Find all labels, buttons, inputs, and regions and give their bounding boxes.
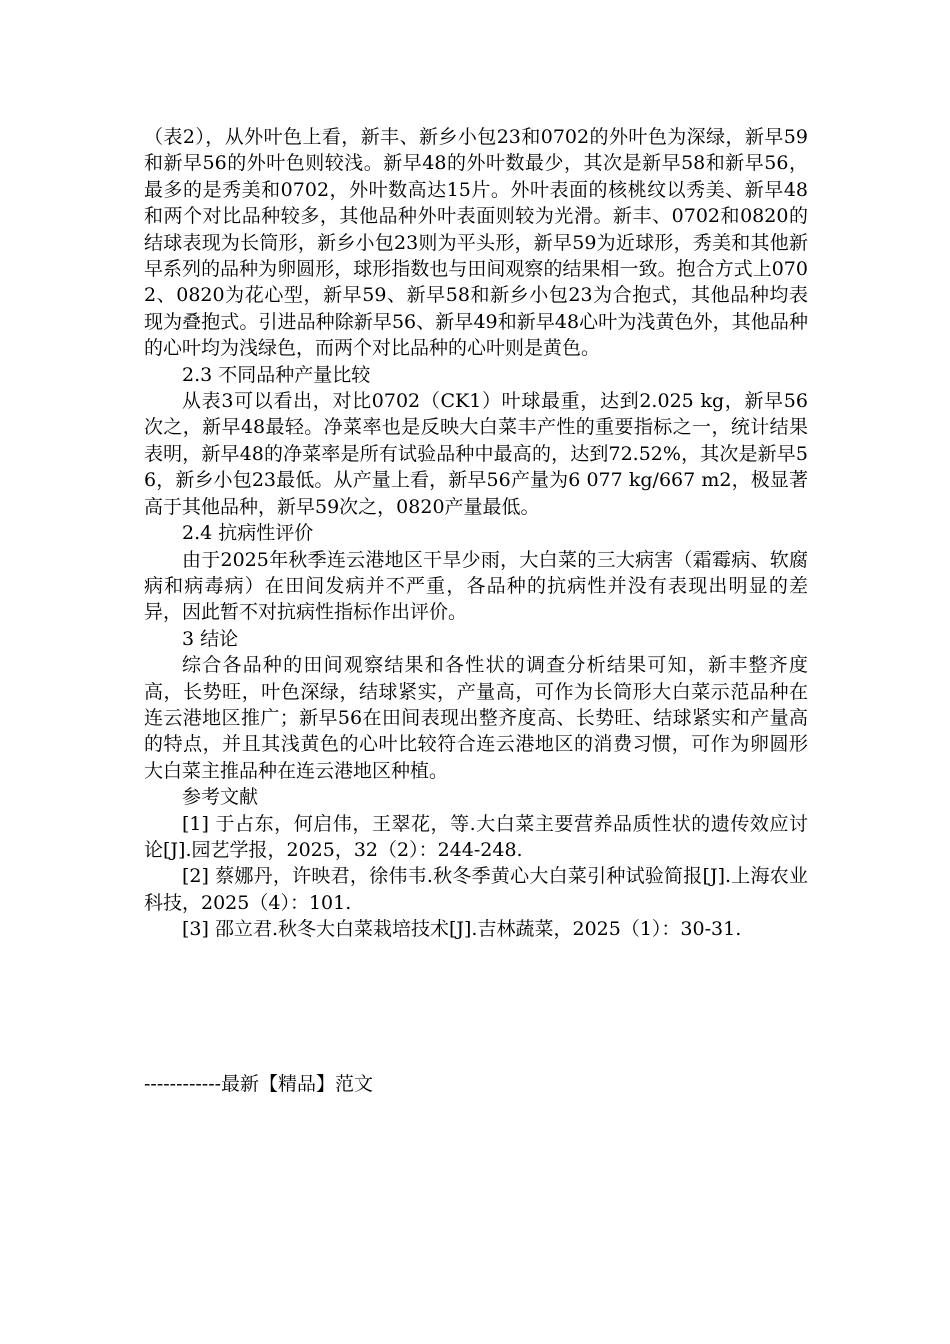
paragraph-yield-comparison: 从表3可以看出，对比0702（CK1）叶球最重，达到2.025 kg，新早56次之，新早48最轻。净菜率也是反映大白菜丰产性的重要指标之一，统计结果表明，新早48的净菜率是所有试验品种中最高的，达到72.52%，其次是新早56，新乡小包23最低。从产量上看，新早56产量为6 077 kg/667 m2，极显著高于其他品种，新早59次之，0820产量最低。 bbox=[144, 390, 808, 518]
paragraph-conclusion: 综合各品种的田间观察结果和各性状的调查分析结果可知，新丰整齐度高，长势旺，叶色深绿，结球紧实，产量高，可作为长筒形大白菜示范品种在连云港地区推广；新早56在田间表现出整齐度高、长势旺、结球紧实和产量高的特点，并且其浅黄色的心叶比较符合连云港地区的消费习惯，可作为卵圆形大白菜主推品种在连云港地区种植。 bbox=[144, 654, 808, 782]
section-heading-3: 3 结论 bbox=[182, 627, 239, 650]
section-heading-2-3: 2.3 不同品种产量比较 bbox=[182, 363, 371, 386]
paragraph-table2-observations: （表2），从外叶色上看，新丰、新乡小包23和0702的外叶色为深绿，新早59和新早56的外叶色则较浅。新早48的外叶数最少，其次是新早58和新早56，最多的是秀美和0702，外叶数高达15片。外叶表面的核桃纹以秀美、新早48和两个对比品种较多，其他品种外叶表面则较为光滑。新丰、0702和0820的结球表现为长筒形，新乡小包23则为平头形，新早59为近球形，秀美和其他新早系列的品种为卵圆形，球形指数也与田间观察的结果相一致。抱合方式上0702、0820为花心型，新早59、新早58和新乡小包23为合抱式，其他品种均表现为叠抱式。引进品种除新早56、新早49和新早48心叶为浅黄色外，其他品种的心叶均为浅绿色，而两个对比品种的心叶则是黄色。 bbox=[144, 126, 808, 360]
section-heading-2-4: 2.4 抗病性评价 bbox=[182, 522, 314, 545]
document-body bbox=[144, 124, 808, 943]
reference-item: [1] 于占东，何启伟，王翠花，等.大白菜主要营养品质性状的遗传效应讨论[J].园艺学报，2025，32（2）：244-248. bbox=[144, 812, 808, 861]
reference-item: [3] 邵立君.秋冬大白菜栽培技术[J].吉林蔬菜，2025（1）：30-31. bbox=[182, 918, 742, 941]
footer-text: ------------最新【精品】范文 bbox=[144, 1073, 374, 1095]
reference-item: [2] 蔡娜丹，许映君，徐伟韦.秋冬季黄心大白菜引种试验简报[J].上海农业科技，2025（4）：101. bbox=[144, 865, 808, 914]
paragraph-disease-resistance: 由于2025年秋季连云港地区干旱少雨，大白菜的三大病害（霜霉病、软腐病和病毒病）在田间发病并不严重，各品种的抗病性并没有表现出明显的差异，因此暂不对抗病性指标作出评价。 bbox=[144, 548, 808, 624]
references-heading: 参考文献 bbox=[182, 786, 259, 809]
